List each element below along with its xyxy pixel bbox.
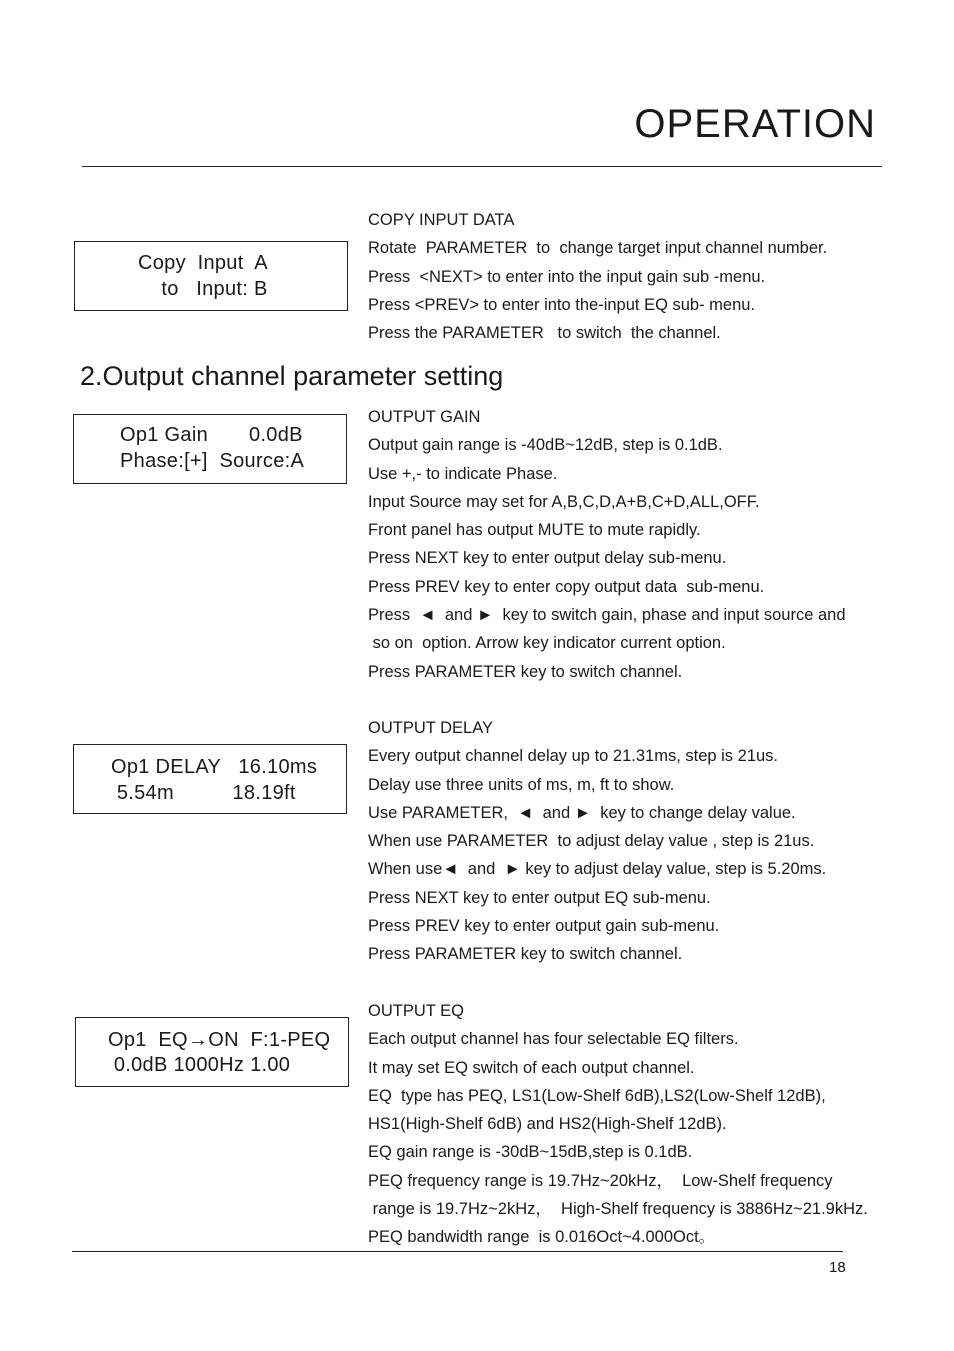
- section-heading: OUTPUT GAIN: [368, 408, 481, 426]
- footer-divider: [72, 1251, 843, 1252]
- text-line: PEQ bandwidth range is 0.016Oct~4.000Oct。: [368, 1228, 716, 1247]
- copy-input-lcd: [74, 241, 348, 311]
- copy-input-section: [368, 206, 827, 347]
- text-line: Press NEXT key to enter output EQ sub-menu.: [368, 888, 711, 907]
- output-eq-section: [368, 997, 868, 1252]
- text-line: Press ◄ and ► key to switch gain, phase and input source and: [368, 606, 846, 625]
- output-gain-lcd: [73, 414, 347, 484]
- text-line: It may set EQ switch of each output channel.: [368, 1058, 695, 1077]
- text-line: Use +,- to indicate Phase.: [368, 464, 558, 483]
- lcd-line: 5.54m 18.19ft: [111, 782, 296, 804]
- text-line: Delay use three units of ms, m, ft to show.: [368, 775, 675, 794]
- text-line: When use PARAMETER to adjust delay value , step is 21us.: [368, 832, 815, 851]
- text-line: Use PARAMETER, ◄ and ► key to change delay value.: [368, 803, 796, 822]
- text-line: HS1(High-Shelf 6dB) and HS2(High-Shelf 12dB).: [368, 1115, 727, 1134]
- text-line: Press <PREV> to enter into the-input EQ sub- menu.: [368, 295, 756, 314]
- text-line: Press PREV key to enter copy output data sub-menu.: [368, 577, 765, 596]
- section-heading: COPY INPUT DATA: [368, 211, 515, 229]
- section-title: 2.Output channel parameter setting: [80, 361, 504, 391]
- output-delay-lcd: [73, 744, 347, 814]
- text-line: When use◄ and ► key to adjust delay value, step is 5.20ms.: [368, 860, 827, 879]
- lcd-line: Op1 DELAY 16.10ms: [111, 756, 318, 778]
- text-line: Every output channel delay up to 21.31ms, step is 21us.: [368, 747, 779, 766]
- text-line: Press PREV key to enter output gain sub-menu.: [368, 917, 720, 936]
- lcd-line: Op1 EQ→ON F:1-PEQ: [108, 1029, 331, 1051]
- lcd-line: Op1 Gain 0.0dB: [120, 424, 303, 446]
- section-heading: OUTPUT EQ: [368, 1002, 464, 1020]
- lcd-line: Copy Input A: [138, 252, 268, 274]
- header-divider: [82, 166, 882, 167]
- text-line: Press PARAMETER key to switch channel.: [368, 945, 683, 964]
- lcd-line: Phase:[+] Source:A: [120, 450, 305, 472]
- page-number: 18: [829, 1259, 846, 1276]
- text-line: Each output channel has four selectable EQ filters.: [368, 1030, 739, 1049]
- lcd-line: to Input: B: [138, 278, 268, 300]
- text-line: so on option. Arrow key indicator current option.: [368, 634, 726, 653]
- text-line: Press PARAMETER key to switch channel.: [368, 662, 683, 681]
- text-line: Press the PARAMETER to switch the channel.: [368, 324, 721, 343]
- text-line: EQ type has PEQ, LS1(Low-Shelf 6dB),LS2(Low-Shelf 12dB),: [368, 1086, 826, 1105]
- text-line: range is 19.7Hz~2kHz， High-Shelf frequency is 3886Hz~21.9kHz.: [368, 1200, 868, 1219]
- section-heading: OUTPUT DELAY: [368, 719, 493, 737]
- text-line: Front panel has output MUTE to mute rapidly.: [368, 521, 701, 540]
- output-eq-lcd: [75, 1017, 349, 1087]
- page-title: OPERATION: [634, 102, 876, 146]
- text-line: Rotate PARAMETER to change target input channel number.: [368, 239, 828, 258]
- text-line: Press <NEXT> to enter into the input gain sub -menu.: [368, 267, 766, 286]
- text-line: EQ gain range is -30dB~15dB,step is 0.1dB.: [368, 1143, 693, 1162]
- text-line: Output gain range is -40dB~12dB, step is 0.1dB.: [368, 436, 723, 455]
- text-line: Input Source may set for A,B,C,D,A+B,C+D,ALL,OFF.: [368, 492, 760, 511]
- lcd-line: 0.0dB 1000Hz 1.00: [108, 1054, 291, 1076]
- text-line: Press NEXT key to enter output delay sub-menu.: [368, 549, 727, 568]
- output-gain-section: [368, 403, 846, 686]
- output-delay-section: [368, 714, 826, 969]
- text-line: PEQ frequency range is 19.7Hz~20kHz， Low-Shelf frequency: [368, 1171, 833, 1190]
